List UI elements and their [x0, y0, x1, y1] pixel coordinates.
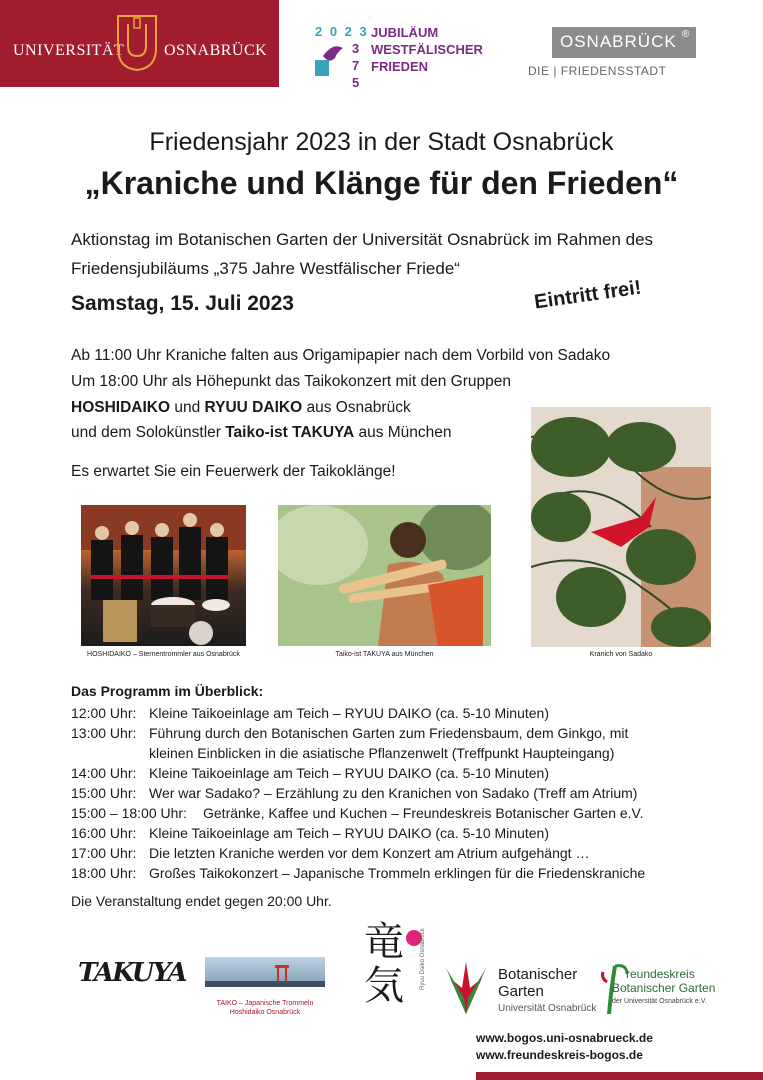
- takuya-photo: [278, 505, 491, 646]
- free-entry-note: Eintritt frei!: [532, 276, 643, 314]
- freundeskreis-line: Botanischer Garten: [612, 981, 716, 995]
- osnabrueck-logo-text: OSNABRÜCK: [560, 32, 677, 51]
- photo-caption: Taiko-ist TAKUYA aus München: [335, 651, 434, 658]
- program-time: 15:00 Uhr:: [71, 785, 137, 801]
- jubilee-line: WESTFÄLISCHER: [371, 42, 483, 57]
- program-time: 14:00 Uhr:: [71, 765, 137, 781]
- program-text: Wer war Sadako? – Erzählung zu den Kranichen von Sadako (Treff am Atrium): [149, 785, 638, 801]
- event-end-note: Die Veranstaltung endet gegen 20:00 Uhr.: [71, 893, 332, 909]
- photo-caption: Kranich von Sadako: [589, 651, 653, 658]
- artist-name: Taiko-ist TAKUYA: [225, 424, 355, 441]
- freundeskreis-line: der Universität Osnabrück e.V.: [612, 998, 707, 1005]
- info-line: Es erwartet Sie ein Feuerwerk der Taikoklänge!: [71, 463, 396, 480]
- hoshidaiko-logo-text: [205, 999, 325, 1017]
- freundeskreis-line: reundeskreis: [626, 967, 695, 981]
- website-link-bogos[interactable]: www.bogos.uni-osnabrueck.de: [476, 1031, 653, 1045]
- page-title-line2: „Kraniche und Klänge für den Frieden“: [84, 165, 679, 201]
- photo-caption: HOSHIDAIKO – Sternentrommler aus Osnabrück: [87, 651, 240, 658]
- info-line-solo: [71, 424, 452, 442]
- intro-line: Aktionstag im Botanischen Garten der Universität Osnabrück im Rahmen des: [71, 230, 654, 249]
- hoshidaiko-group-photo: [81, 505, 246, 646]
- program-row: [71, 825, 549, 841]
- program-row: [71, 705, 549, 721]
- hoshidaiko-line: TAIKO – Japanische Trommeln: [216, 1000, 314, 1007]
- info-line-groups: [71, 399, 411, 417]
- program-time: 12:00 Uhr:: [71, 705, 137, 721]
- jubilee-year-side: 3 7 5: [352, 41, 361, 90]
- freundeskreis-logo-text: [612, 967, 716, 1009]
- info-text: und: [170, 399, 205, 416]
- program-row: [71, 765, 549, 781]
- program-text: Kleine Taikoeinlage am Teich – RYUU DAIKO (ca. 5-10 Minuten): [149, 765, 549, 781]
- botanical-line: Botanischer: [498, 966, 578, 983]
- university-emblem-icon: [114, 12, 160, 72]
- program-time: 15:00 – 18:00 Uhr:: [71, 805, 187, 821]
- event-date: Samstag, 15. Juli 2023: [71, 292, 294, 315]
- info-line: Um 18:00 Uhr als Höhepunkt das Taikokonzert mit den Gruppen: [71, 373, 511, 390]
- page-title-line1: Friedensjahr 2023 in der Stadt Osnabrück: [149, 128, 614, 156]
- program-row: [71, 725, 628, 741]
- program-text: Großes Taikokonzert – Japanische Trommeln erklingen für die Friedenskraniche: [149, 865, 646, 881]
- university-name-left: UNIVERSITÄT: [13, 42, 125, 59]
- hoshidaiko-logo-image: [205, 957, 325, 987]
- program-time: 17:00 Uhr:: [71, 845, 137, 861]
- intro-text: [71, 225, 711, 283]
- botanical-line: Garten: [498, 983, 544, 1000]
- info-text: aus München: [354, 424, 452, 441]
- footer-bar: [476, 1072, 763, 1080]
- takuya-logo: TAKUYA: [78, 958, 186, 988]
- info-text: aus Osnabrück: [302, 399, 411, 416]
- program-time: 18:00 Uhr:: [71, 865, 137, 881]
- program-heading: Das Programm im Überblick:: [71, 683, 264, 699]
- ryuu-daiko-kanji-logo: 竜気: [364, 919, 404, 1009]
- program-row: [71, 805, 644, 821]
- ryuu-daiko-side-text: Ryuu Daiko Osnabrück: [420, 928, 426, 990]
- program-row: [71, 745, 614, 761]
- jubilee-dove-icon: [315, 42, 345, 76]
- program-text: Kleine Taikoeinlage am Teich – RYUU DAIKO (ca. 5-10 Minuten): [149, 705, 549, 721]
- website-link-freundeskreis[interactable]: www.freundeskreis-bogos.de: [476, 1048, 643, 1062]
- program-text: Kleine Taikoeinlage am Teich – RYUU DAIKO (ca. 5-10 Minuten): [149, 825, 549, 841]
- sadako-crane-photo: [531, 407, 711, 647]
- jubilee-line: FRIEDEN: [371, 59, 429, 74]
- botanical-line: Universität Osnabrück: [498, 1003, 597, 1014]
- program-text: kleinen Einblicken in die asiatische Pflanzenwelt (Treffpunkt Haupteingang): [149, 745, 615, 761]
- info-line: Ab 11:00 Uhr Kraniche falten aus Origamipapier nach dem Vorbild von Sadako: [71, 347, 611, 364]
- program-text: Führung durch den Botanischen Garten zum Friedensbaum, dem Ginkgo, mit: [149, 725, 629, 741]
- program-row: [71, 785, 637, 801]
- jubilee-text: [371, 24, 483, 75]
- university-name-right: OSNABRÜCK: [164, 42, 268, 59]
- group-name: RYUU DAIKO: [204, 399, 303, 416]
- intro-line: Friedensjubiläums „375 Jahre Westfälischer Friede“: [71, 259, 460, 278]
- program-row: [71, 845, 589, 861]
- botanical-garden-flower-icon: [440, 958, 492, 1016]
- registered-icon: ®: [682, 29, 690, 40]
- program-time: 16:00 Uhr:: [71, 825, 137, 841]
- jubilee-year-top: 2 0 2 3: [315, 24, 369, 39]
- botanical-garden-logo-text: [498, 966, 596, 1017]
- group-name: HOSHIDAIKO: [71, 399, 171, 416]
- osnabrueck-subtitle: DIE | FRIEDENSSTADT: [528, 64, 667, 78]
- program-text: Die letzten Kraniche werden vor dem Konzert am Atrium aufgehängt …: [149, 845, 590, 861]
- program-time: 13:00 Uhr:: [71, 725, 137, 741]
- program-row: [71, 865, 645, 881]
- program-text: Getränke, Kaffee und Kuchen – Freundeskreis Botanischer Garten e.V.: [203, 805, 644, 821]
- jubilee-line: JUBILÄUM: [371, 25, 439, 40]
- info-text: und dem Solokünstler: [71, 424, 226, 441]
- hoshidaiko-line: Hoshidaiko Osnabrück: [229, 1009, 301, 1016]
